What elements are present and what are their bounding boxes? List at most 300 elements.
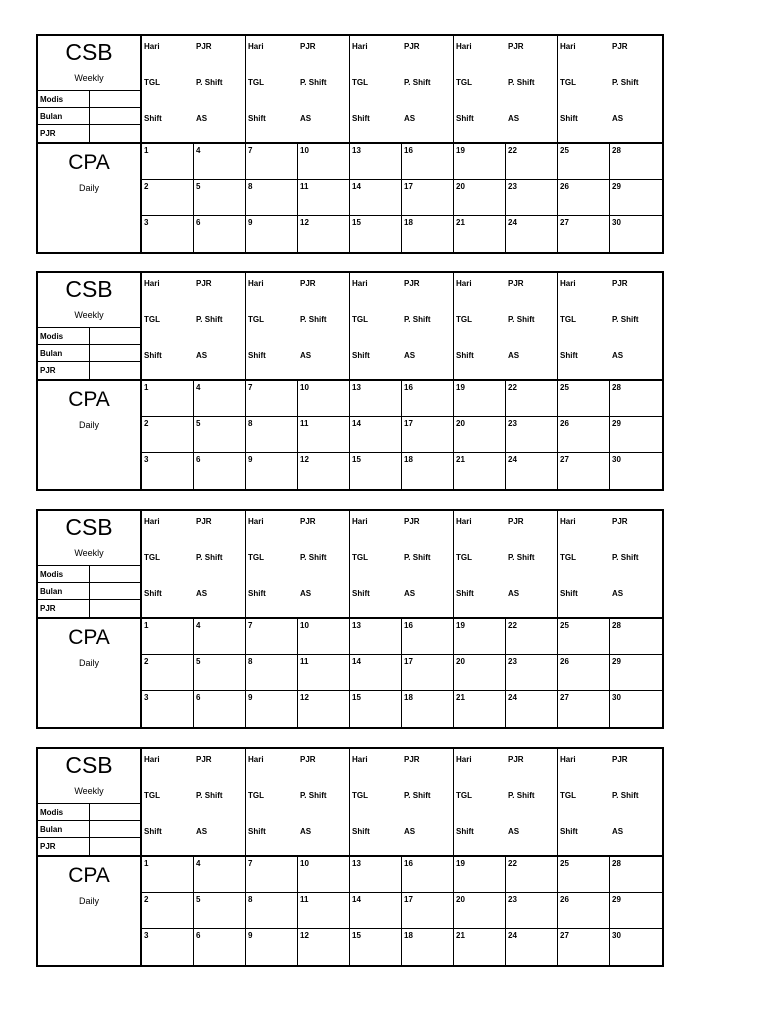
day-number: 10	[300, 146, 309, 155]
weekly-label-pjr: PJR	[612, 517, 628, 526]
weekly-label-shift: Shift	[456, 351, 474, 360]
weekly-area	[142, 273, 662, 381]
day-number: 16	[404, 621, 413, 630]
day-number: 24	[508, 693, 517, 702]
day-cell[interactable]	[246, 180, 298, 216]
weekly-label-shift: Shift	[352, 589, 370, 598]
weekly-label-hari: Hari	[456, 755, 472, 764]
weekly-label-p-shift: P. Shift	[196, 791, 223, 800]
weekly-label-pjr: PJR	[612, 755, 628, 764]
day-cell[interactable]	[142, 216, 194, 252]
day-number: 25	[560, 859, 569, 868]
day-cell[interactable]	[246, 216, 298, 252]
weekly-label: Weekly	[74, 73, 104, 83]
day-cell[interactable]	[350, 381, 402, 417]
weekly-label-shift: Shift	[560, 827, 578, 836]
day-cell[interactable]	[142, 691, 194, 727]
meta-row	[38, 600, 140, 617]
weekly-column[interactable]	[246, 511, 350, 617]
weekly-label-as: AS	[300, 589, 312, 598]
day-number: 21	[456, 455, 465, 464]
meta-value-field[interactable]	[89, 804, 140, 820]
meta-table	[38, 327, 140, 379]
day-number: 27	[560, 693, 569, 702]
day-cell[interactable]	[454, 619, 506, 655]
weekly-label-shift: Shift	[560, 589, 578, 598]
day-cell[interactable]	[506, 381, 558, 417]
weekly-label-p-shift: P. Shift	[404, 315, 431, 324]
day-cell[interactable]	[402, 893, 454, 929]
day-number: 11	[300, 182, 309, 191]
weekly-label-hari: Hari	[456, 517, 472, 526]
meta-value-field[interactable]	[89, 91, 140, 107]
weekly-label-p-shift: P. Shift	[508, 791, 535, 800]
meta-value-field[interactable]	[89, 125, 140, 142]
day-cell[interactable]	[454, 857, 506, 893]
day-cell[interactable]	[298, 417, 350, 453]
weekly-label-shift: Shift	[248, 827, 266, 836]
weekly-label-tgl: TGL	[248, 78, 264, 87]
day-cell[interactable]	[298, 144, 350, 180]
day-cell[interactable]	[558, 655, 610, 691]
day-cell[interactable]	[194, 655, 246, 691]
meta-label: PJR	[40, 842, 56, 851]
meta-row	[38, 125, 140, 142]
weekly-label-as: AS	[612, 589, 624, 598]
weekly-label-hari: Hari	[352, 517, 368, 526]
day-cell[interactable]	[246, 144, 298, 180]
day-cell[interactable]	[142, 655, 194, 691]
day-cell[interactable]	[454, 144, 506, 180]
meta-row	[38, 821, 140, 838]
day-cell[interactable]	[246, 417, 298, 453]
day-cell[interactable]	[454, 417, 506, 453]
daily-label: Daily	[78, 420, 99, 430]
day-cell[interactable]	[402, 216, 454, 252]
weekly-column[interactable]	[142, 511, 246, 617]
meta-row	[38, 345, 140, 362]
day-number: 12	[300, 931, 309, 940]
weekly-label-hari: Hari	[560, 42, 576, 51]
day-cell[interactable]	[142, 381, 194, 417]
day-cell[interactable]	[402, 144, 454, 180]
day-cell[interactable]	[246, 691, 298, 727]
weekly-label-tgl: TGL	[352, 791, 368, 800]
weekly-area	[142, 511, 662, 619]
weekly-label-as: AS	[612, 114, 624, 123]
weekly-label-p-shift: P. Shift	[300, 553, 327, 562]
day-cell[interactable]	[454, 929, 506, 965]
day-cell[interactable]	[194, 381, 246, 417]
weekly-label-as: AS	[196, 114, 208, 123]
day-number: 21	[456, 693, 465, 702]
meta-row	[38, 328, 140, 345]
day-number: 7	[248, 383, 253, 392]
day-number: 4	[196, 146, 201, 155]
day-cell[interactable]	[194, 929, 246, 965]
day-number: 20	[456, 657, 465, 666]
weekly-label-p-shift: P. Shift	[300, 78, 327, 87]
day-cell[interactable]	[350, 417, 402, 453]
weekly-label-p-shift: P. Shift	[196, 78, 223, 87]
meta-table	[38, 90, 140, 142]
day-cell[interactable]	[194, 453, 246, 489]
day-cell[interactable]	[142, 417, 194, 453]
weekly-column[interactable]	[350, 511, 454, 617]
day-cell[interactable]	[610, 619, 662, 655]
weekly-label-tgl: TGL	[352, 315, 368, 324]
meta-value-field[interactable]	[89, 566, 140, 582]
day-cell[interactable]	[350, 453, 402, 489]
day-cell[interactable]	[298, 655, 350, 691]
day-cell[interactable]	[298, 929, 350, 965]
meta-value-field[interactable]	[89, 838, 140, 855]
day-number: 9	[248, 931, 253, 940]
day-cell[interactable]	[350, 857, 402, 893]
day-cell[interactable]	[558, 417, 610, 453]
weekly-label-hari: Hari	[144, 755, 160, 764]
day-cell[interactable]	[610, 381, 662, 417]
day-cell[interactable]	[558, 619, 610, 655]
day-cell[interactable]	[610, 929, 662, 965]
weekly-label-hari: Hari	[560, 279, 576, 288]
day-cell[interactable]	[454, 655, 506, 691]
weekly-label-as: AS	[404, 589, 416, 598]
day-cell[interactable]	[558, 216, 610, 252]
weekly-label-shift: Shift	[456, 827, 474, 836]
weekly-label-shift: Shift	[248, 589, 266, 598]
weekly-label-hari: Hari	[248, 755, 264, 764]
day-cell[interactable]	[402, 655, 454, 691]
day-cell[interactable]	[610, 453, 662, 489]
day-cell[interactable]	[610, 180, 662, 216]
csb-title: CSB	[65, 39, 113, 65]
weekly-label-p-shift: P. Shift	[196, 553, 223, 562]
day-cell[interactable]	[194, 417, 246, 453]
weekly-column[interactable]	[246, 36, 350, 142]
csb-section	[38, 511, 140, 619]
weekly-label-pjr: PJR	[612, 42, 628, 51]
day-number: 13	[352, 859, 361, 868]
weekly-label-pjr: PJR	[404, 755, 420, 764]
day-cell[interactable]	[454, 453, 506, 489]
meta-row	[38, 566, 140, 583]
day-cell[interactable]	[246, 453, 298, 489]
day-number: 8	[248, 419, 253, 428]
day-cell[interactable]	[610, 216, 662, 252]
day-cell[interactable]	[506, 417, 558, 453]
day-number: 6	[196, 693, 201, 702]
day-cell[interactable]	[298, 180, 350, 216]
weekly-label-as: AS	[300, 827, 312, 836]
day-cell[interactable]	[246, 929, 298, 965]
day-cell[interactable]	[402, 381, 454, 417]
day-cell[interactable]	[506, 180, 558, 216]
day-cell[interactable]	[298, 619, 350, 655]
weekly-column[interactable]	[246, 749, 350, 855]
weekly-column[interactable]	[350, 749, 454, 855]
day-number: 1	[144, 383, 149, 392]
day-number: 3	[144, 931, 149, 940]
daily-label: Daily	[78, 658, 99, 668]
day-number: 21	[456, 931, 465, 940]
day-cell[interactable]	[142, 857, 194, 893]
day-cell[interactable]	[350, 216, 402, 252]
weekly-column[interactable]	[246, 273, 350, 379]
day-cell[interactable]	[246, 381, 298, 417]
weekly-column[interactable]	[454, 749, 558, 855]
day-cell[interactable]	[558, 857, 610, 893]
day-cell[interactable]	[558, 691, 610, 727]
day-cell[interactable]	[194, 893, 246, 929]
day-cell[interactable]	[142, 929, 194, 965]
weekly-label-pjr: PJR	[612, 279, 628, 288]
weekly-label-p-shift: P. Shift	[508, 315, 535, 324]
day-cell[interactable]	[610, 857, 662, 893]
day-number: 27	[560, 931, 569, 940]
day-cell[interactable]	[506, 144, 558, 180]
weekly-label-hari: Hari	[248, 42, 264, 51]
day-cell[interactable]	[558, 893, 610, 929]
day-number: 22	[508, 146, 517, 155]
weekly-label-tgl: TGL	[248, 553, 264, 562]
weekly-label-as: AS	[508, 589, 520, 598]
daily-grid	[142, 857, 662, 965]
meta-value-field[interactable]	[89, 345, 140, 361]
day-cell[interactable]	[506, 216, 558, 252]
weekly-label-pjr: PJR	[300, 42, 316, 51]
weekly-label-p-shift: P. Shift	[612, 315, 639, 324]
weekly-label-p-shift: P. Shift	[612, 791, 639, 800]
day-cell[interactable]	[506, 857, 558, 893]
day-number: 28	[612, 383, 621, 392]
day-cell[interactable]	[298, 216, 350, 252]
day-cell[interactable]	[506, 929, 558, 965]
day-number: 8	[248, 895, 253, 904]
day-cell[interactable]	[454, 893, 506, 929]
day-cell[interactable]	[142, 180, 194, 216]
day-number: 28	[612, 146, 621, 155]
day-cell[interactable]	[142, 619, 194, 655]
weekly-label-as: AS	[300, 351, 312, 360]
weekly-label-shift: Shift	[352, 114, 370, 123]
day-cell[interactable]	[402, 417, 454, 453]
block-right-panel	[142, 36, 662, 252]
day-number: 23	[508, 657, 517, 666]
day-number: 23	[508, 895, 517, 904]
day-number: 9	[248, 218, 253, 227]
weekly-label-shift: Shift	[144, 589, 162, 598]
day-number: 28	[612, 621, 621, 630]
weekly-label-shift: Shift	[144, 827, 162, 836]
weekly-column[interactable]	[558, 273, 662, 379]
day-number: 24	[508, 455, 517, 464]
weekly-column[interactable]	[454, 36, 558, 142]
day-cell[interactable]	[350, 619, 402, 655]
day-cell[interactable]	[194, 857, 246, 893]
daily-grid	[142, 381, 662, 489]
day-cell[interactable]	[558, 453, 610, 489]
day-cell[interactable]	[142, 453, 194, 489]
weekly-label: Weekly	[74, 786, 104, 796]
day-cell[interactable]	[454, 691, 506, 727]
day-cell[interactable]	[558, 144, 610, 180]
day-number: 11	[300, 419, 309, 428]
weekly-column[interactable]	[454, 273, 558, 379]
day-number: 7	[248, 146, 253, 155]
meta-value-field[interactable]	[89, 328, 140, 344]
day-cell[interactable]	[350, 180, 402, 216]
day-cell[interactable]	[194, 691, 246, 727]
day-cell[interactable]	[246, 893, 298, 929]
day-cell[interactable]	[402, 691, 454, 727]
day-cell[interactable]	[298, 857, 350, 893]
meta-row	[38, 362, 140, 379]
day-cell[interactable]	[454, 216, 506, 252]
meta-value-field[interactable]	[89, 362, 140, 379]
weekly-label-pjr: PJR	[196, 279, 212, 288]
weekly-column[interactable]	[142, 273, 246, 379]
meta-value-field[interactable]	[89, 821, 140, 837]
day-cell[interactable]	[142, 893, 194, 929]
day-cell[interactable]	[610, 144, 662, 180]
day-cell[interactable]	[246, 655, 298, 691]
day-number: 14	[352, 419, 361, 428]
weekly-label-tgl: TGL	[144, 553, 160, 562]
day-cell[interactable]	[402, 453, 454, 489]
day-cell[interactable]	[350, 655, 402, 691]
weekly-label-pjr: PJR	[300, 755, 316, 764]
day-number: 23	[508, 182, 517, 191]
weekly-label-as: AS	[196, 351, 208, 360]
day-number: 1	[144, 859, 149, 868]
day-number: 5	[196, 895, 201, 904]
day-cell[interactable]	[194, 180, 246, 216]
weekly-column[interactable]	[558, 511, 662, 617]
weekly-column[interactable]	[454, 511, 558, 617]
day-cell[interactable]	[402, 619, 454, 655]
day-cell[interactable]	[506, 691, 558, 727]
weekly-label-pjr: PJR	[196, 42, 212, 51]
day-number: 12	[300, 455, 309, 464]
day-number: 22	[508, 859, 517, 868]
day-number: 1	[144, 621, 149, 630]
day-number: 10	[300, 383, 309, 392]
day-number: 27	[560, 218, 569, 227]
weekly-column[interactable]	[142, 749, 246, 855]
day-number: 2	[144, 419, 149, 428]
day-cell[interactable]	[610, 655, 662, 691]
weekly-column[interactable]	[350, 273, 454, 379]
weekly-column[interactable]	[558, 36, 662, 142]
day-cell[interactable]	[454, 381, 506, 417]
weekly-label-tgl: TGL	[144, 791, 160, 800]
day-cell[interactable]	[610, 417, 662, 453]
meta-value-field[interactable]	[89, 108, 140, 124]
day-number: 30	[612, 455, 621, 464]
day-cell[interactable]	[402, 180, 454, 216]
day-cell[interactable]	[506, 655, 558, 691]
day-cell[interactable]	[558, 381, 610, 417]
day-cell[interactable]	[298, 381, 350, 417]
day-cell[interactable]	[558, 180, 610, 216]
meta-label: Bulan	[40, 349, 63, 358]
weekly-label-hari: Hari	[352, 42, 368, 51]
block-right-panel	[142, 749, 662, 965]
daily-grid	[142, 144, 662, 252]
day-number: 8	[248, 182, 253, 191]
day-number: 7	[248, 621, 253, 630]
day-number: 20	[456, 895, 465, 904]
weekly-label-tgl: TGL	[248, 791, 264, 800]
day-number: 24	[508, 931, 517, 940]
day-cell[interactable]	[142, 144, 194, 180]
weekly-label-pjr: PJR	[508, 42, 524, 51]
day-number: 4	[196, 621, 201, 630]
day-cell[interactable]	[298, 453, 350, 489]
cpa-title: CPA	[68, 388, 110, 411]
day-cell[interactable]	[194, 619, 246, 655]
meta-value-field[interactable]	[89, 600, 140, 617]
weekly-column[interactable]	[558, 749, 662, 855]
day-cell[interactable]	[298, 893, 350, 929]
weekly-label-pjr: PJR	[404, 517, 420, 526]
day-cell[interactable]	[402, 857, 454, 893]
weekly-label-shift: Shift	[352, 827, 370, 836]
cpa-title: CPA	[68, 864, 110, 887]
day-cell[interactable]	[350, 893, 402, 929]
weekly-label-tgl: TGL	[456, 315, 472, 324]
meta-label: PJR	[40, 366, 56, 375]
weekly-label-hari: Hari	[248, 517, 264, 526]
day-cell[interactable]	[194, 144, 246, 180]
day-cell[interactable]	[610, 691, 662, 727]
day-number: 8	[248, 657, 253, 666]
day-cell[interactable]	[194, 216, 246, 252]
day-cell[interactable]	[506, 619, 558, 655]
day-number: 24	[508, 218, 517, 227]
day-number: 16	[404, 859, 413, 868]
schedule-block	[36, 747, 664, 967]
meta-value-field[interactable]	[89, 583, 140, 599]
weekly-label-hari: Hari	[248, 279, 264, 288]
day-number: 30	[612, 931, 621, 940]
day-number: 7	[248, 859, 253, 868]
day-number: 2	[144, 182, 149, 191]
day-cell[interactable]	[454, 180, 506, 216]
day-cell[interactable]	[350, 144, 402, 180]
day-cell[interactable]	[350, 929, 402, 965]
day-cell[interactable]	[558, 929, 610, 965]
day-cell[interactable]	[610, 893, 662, 929]
day-cell[interactable]	[402, 929, 454, 965]
day-number: 19	[456, 859, 465, 868]
weekly-column[interactable]	[142, 36, 246, 142]
day-number: 13	[352, 383, 361, 392]
day-cell[interactable]	[506, 453, 558, 489]
day-cell[interactable]	[506, 893, 558, 929]
weekly-label-as: AS	[196, 827, 208, 836]
day-cell[interactable]	[246, 619, 298, 655]
day-number: 13	[352, 146, 361, 155]
day-cell[interactable]	[350, 691, 402, 727]
weekly-column[interactable]	[350, 36, 454, 142]
day-cell[interactable]	[246, 857, 298, 893]
weekly-area	[142, 36, 662, 144]
day-number: 3	[144, 218, 149, 227]
day-cell[interactable]	[298, 691, 350, 727]
weekly-label-tgl: TGL	[456, 553, 472, 562]
